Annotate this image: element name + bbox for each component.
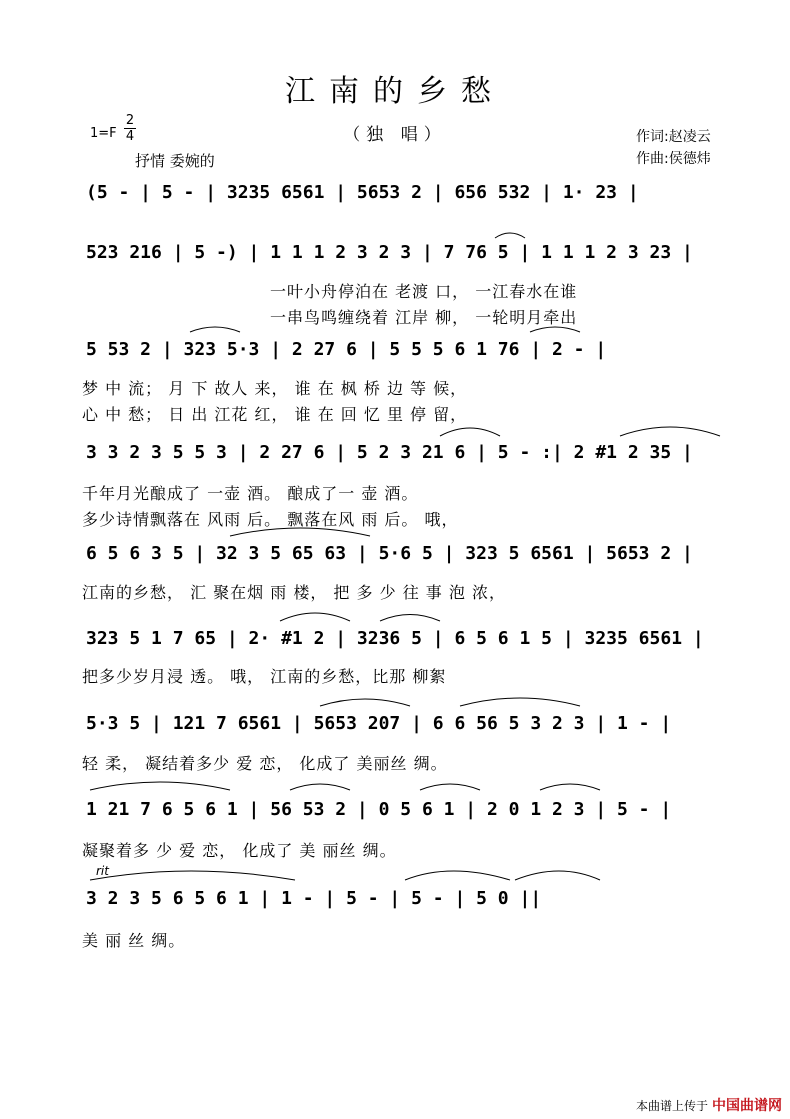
lyricist: 作词:赵凌云 — [636, 129, 711, 145]
score-row-1: (5 - | 5 - | 3235 6561 | 5653 2 | 656 532 | 1· 23 | — [86, 182, 639, 203]
ritardando-marking: rit — [96, 864, 109, 878]
lyric-line: 凝聚着多 少 爱 恋， 化成了 美 丽丝 绸。 — [82, 841, 397, 860]
composer: 作曲:侯德炜 — [636, 151, 711, 167]
performance-type: （独 唱） — [343, 125, 447, 145]
time-bottom: 4 — [125, 129, 135, 144]
time-top: 2 — [125, 113, 135, 128]
lyric-line: 一串鸟鸣缠绕着 江岸 柳， 一轮明月牵出 — [270, 308, 578, 327]
footer-text: 本曲谱上传于 — [635, 1099, 708, 1113]
lyric-line: 江南的乡愁， 汇 聚在烟 雨 楼， 把 多 少 往 事 泡 浓， — [82, 583, 506, 602]
lyric-line: 千年月光酿成了 一壶 酒。 酿成了一 壶 酒。 — [82, 484, 419, 503]
score-row-9: 3 2 3 5 6 5 6 1 | 1 - | 5 - | 5 - | 5 0 || — [86, 888, 542, 909]
mood-marking: 抒情 委婉的 — [135, 152, 215, 170]
score-row-8: 1 21 7 6 5 6 1 | 56 53 2 | 0 5 6 1 | 2 0 1 2 3 | 5 - | — [86, 799, 672, 820]
site-logo: 中国曲谱网 — [712, 1098, 782, 1114]
lyric-line: 轻 柔， 凝结着多少 爱 恋， 化成了 美丽丝 绸。 — [82, 754, 448, 773]
lyric-line: 梦 中 流； 月 下 故人 来， 谁 在 枫 桥 边 等 候， — [82, 379, 468, 398]
lyric-line: 把多少岁月浸 透。 哦， 江南的乡愁，比那 柳絮 — [82, 667, 447, 686]
page-title: 江南的乡愁 — [285, 74, 505, 109]
upload-credit — [636, 1095, 782, 1115]
score-row-5: 6 5 6 3 5 | 32 3 5 65 63 | 5·6 5 | 323 5 6561 | 5653 2 | — [86, 543, 693, 564]
score-row-4: 3 3 2 3 5 5 3 | 2 27 6 | 5 2 3 21 6 | 5 - :| 2 #1 2 35 | — [86, 442, 693, 463]
lyric-line: 一叶小舟停泊在 老渡 口， 一江春水在谁 — [270, 282, 578, 301]
score-row-6: 323 5 1 7 65 | 2· #1 2 | 3236 5 | 6 5 6 1 5 | 3235 6561 | — [86, 628, 704, 649]
lyric-line: 美 丽 丝 绸。 — [82, 931, 186, 950]
score-row-2: 523 216 | 5 -) | 1 1 1 2 3 2 3 | 7 76 5 | 1 1 1 2 3 23 | — [86, 242, 693, 263]
score-row-3: 5 53 2 | 323 5·3 | 2 27 6 | 5 5 5 6 1 76 | 2 - | — [86, 339, 607, 360]
lyric-line: 心 中 愁； 日 出 江花 红， 谁 在 回 忆 里 停 留， — [82, 405, 468, 424]
key-signature: 1=F — [90, 126, 117, 141]
score-row-7: 5·3 5 | 121 7 6561 | 5653 207 | 6 6 56 5 3 2 3 | 1 - | — [86, 713, 672, 734]
lyric-line: 多少诗情飘落在 风雨 后。 飘落在风 雨 后。 哦， — [82, 510, 459, 529]
